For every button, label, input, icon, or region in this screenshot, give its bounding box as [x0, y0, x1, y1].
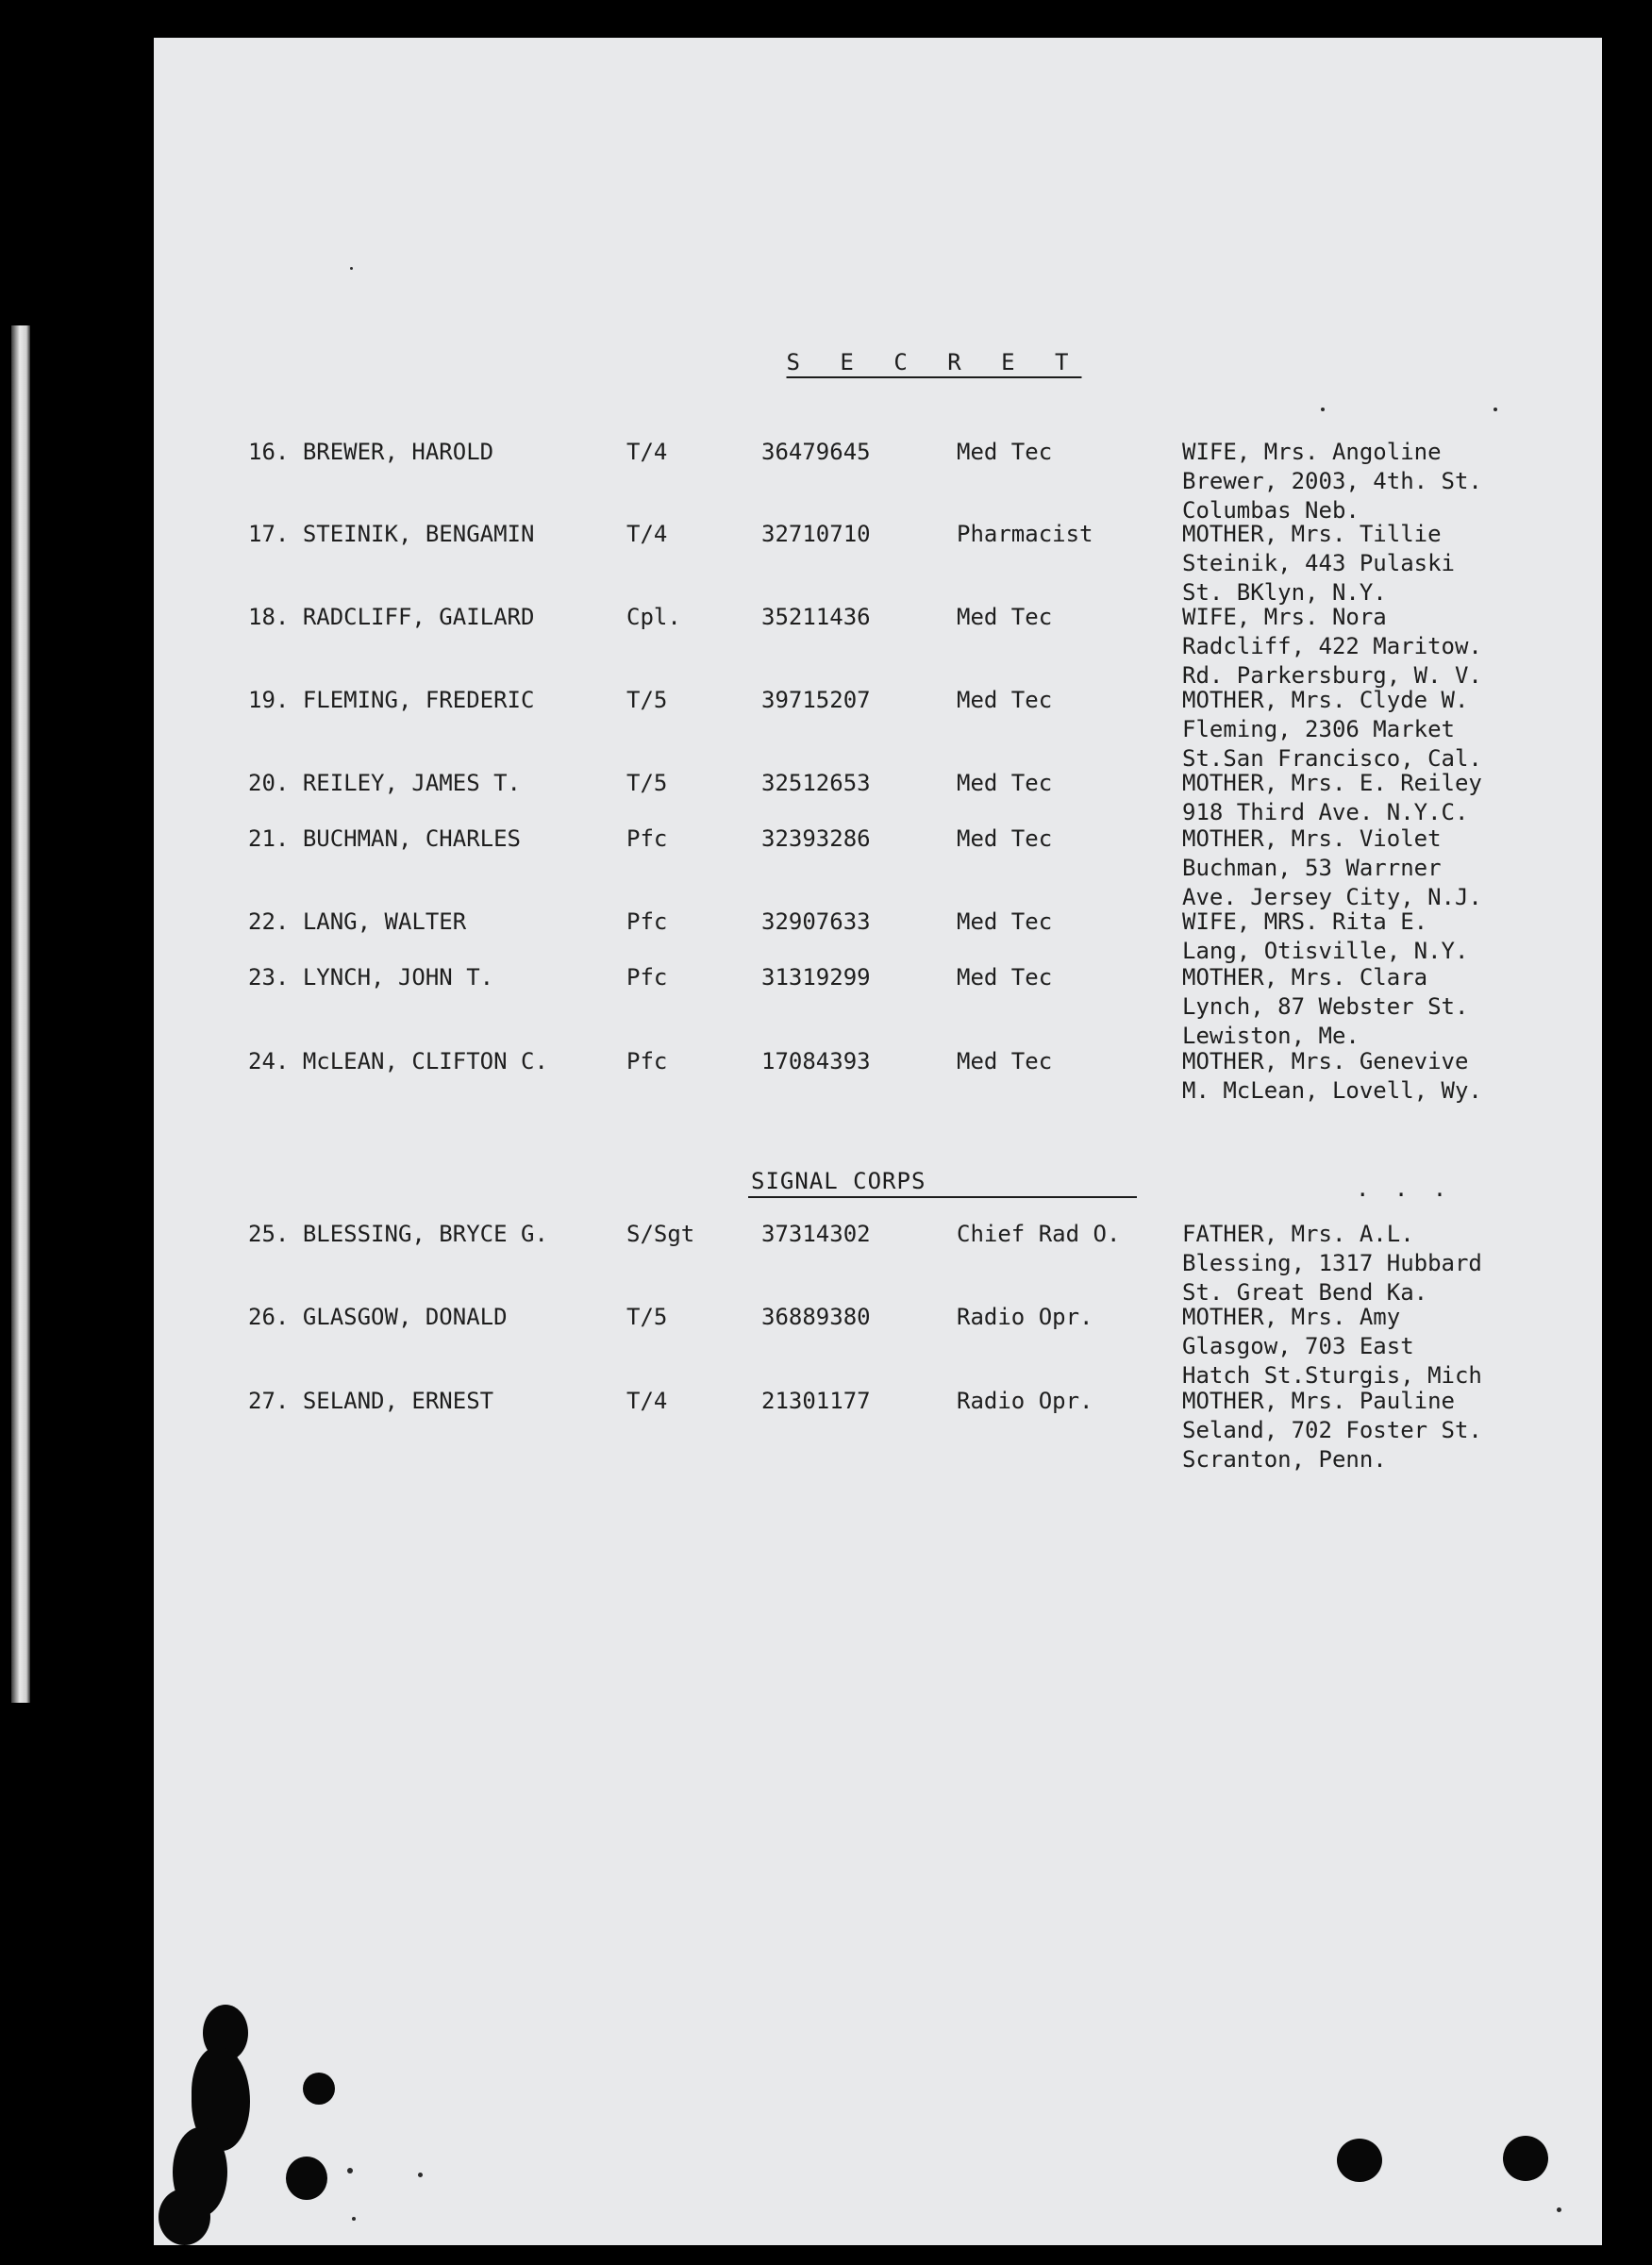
entry-number: 22. — [248, 908, 290, 935]
entry-number: 19. — [248, 687, 290, 713]
next-of-kin-line: Hatch St.Sturgis, Mich — [1182, 1362, 1482, 1389]
serial-number: 32512653 — [761, 770, 871, 796]
specialty: Chief Rad O. — [957, 1221, 1121, 1247]
next-of-kin — [1182, 438, 1482, 525]
entry-number-and-name — [248, 1047, 548, 1076]
entry-number-and-name — [248, 1220, 548, 1249]
next-of-kin-line: Ave. Jersey City, N.J. — [1182, 884, 1482, 910]
speck — [347, 2168, 353, 2173]
next-of-kin-line: MOTHER, Mrs. Violet — [1182, 825, 1442, 852]
entry-number: 27. — [248, 1388, 290, 1414]
next-of-kin — [1182, 824, 1482, 912]
rank: T/5 — [626, 1304, 668, 1330]
next-of-kin — [1182, 603, 1482, 691]
rank: T/4 — [626, 439, 668, 465]
entry-number: 23. — [248, 964, 290, 991]
specialty: Med Tec — [957, 687, 1053, 713]
next-of-kin — [1182, 686, 1482, 774]
next-of-kin-line: Blessing, 1317 Hubbard — [1182, 1250, 1482, 1276]
entry-number-and-name — [248, 1387, 493, 1416]
soldier-name: LANG, WALTER — [302, 908, 467, 935]
serial-number: 35211436 — [761, 604, 871, 630]
next-of-kin-line: Buchman, 53 Warrner — [1182, 855, 1442, 881]
specialty: Med Tec — [957, 604, 1053, 630]
speck — [352, 2217, 356, 2221]
speck — [1321, 408, 1325, 411]
punch-hole — [303, 2073, 335, 2105]
next-of-kin-line: MOTHER, Mrs. Genevive — [1182, 1048, 1469, 1074]
next-of-kin-line: M. McLean, Lovell, Wy. — [1182, 1077, 1482, 1104]
soldier-name: BUCHMAN, CHARLES — [302, 825, 521, 852]
entry-number: 26. — [248, 1304, 290, 1330]
next-of-kin-line: Lynch, 87 Webster St. — [1182, 993, 1469, 1020]
section-title-text: SIGNAL CORPS — [751, 1168, 926, 1194]
serial-number: 31319299 — [761, 964, 871, 991]
soldier-name: LYNCH, JOHN T. — [302, 964, 494, 991]
entry-number: 20. — [248, 770, 290, 796]
next-of-kin-line: St. Great Bend Ka. — [1182, 1279, 1428, 1306]
soldier-name: GLASGOW, DONALD — [302, 1304, 508, 1330]
document-page — [154, 38, 1602, 2245]
entry-number: 24. — [248, 1048, 290, 1074]
soldier-name: STEINIK, BENGAMIN — [302, 521, 535, 547]
soldier-name: McLEAN, CLIFTON C. — [302, 1048, 548, 1074]
rank: Pfc — [626, 1048, 668, 1074]
next-of-kin-line: Scranton, Penn. — [1182, 1446, 1387, 1473]
ink-stain — [159, 2189, 210, 2245]
next-of-kin-line: MOTHER, Mrs. Amy — [1182, 1304, 1401, 1330]
rank: T/4 — [626, 1388, 668, 1414]
next-of-kin — [1182, 520, 1455, 608]
punch-hole — [1503, 2136, 1548, 2181]
soldier-name: RADCLIFF, GAILARD — [302, 604, 535, 630]
specialty: Med Tec — [957, 825, 1053, 852]
next-of-kin — [1182, 908, 1468, 966]
next-of-kin-line: Rd. Parkersburg, W. V. — [1182, 662, 1482, 689]
rank: Cpl. — [626, 604, 681, 630]
classification-heading: S E C R E T — [786, 349, 1082, 375]
entry-number-and-name — [248, 769, 521, 798]
speck — [350, 267, 353, 270]
next-of-kin-line: Steinik, 443 Pulaski — [1182, 550, 1455, 576]
next-of-kin-line: St. BKlyn, N.Y. — [1182, 579, 1387, 606]
next-of-kin-line: WIFE, Mrs. Nora — [1182, 604, 1387, 630]
next-of-kin-line: MOTHER, Mrs. Pauline — [1182, 1388, 1455, 1414]
serial-number: 17084393 — [761, 1048, 871, 1074]
next-of-kin-line: St.San Francisco, Cal. — [1182, 745, 1482, 772]
next-of-kin-line: Lewiston, Me. — [1182, 1023, 1360, 1049]
entry-number-and-name — [248, 686, 534, 715]
serial-number: 36889380 — [761, 1304, 871, 1330]
serial-number: 32393286 — [761, 825, 871, 852]
next-of-kin — [1182, 1047, 1482, 1106]
rank: S/Sgt — [626, 1221, 695, 1247]
specialty: Radio Opr. — [957, 1304, 1093, 1330]
serial-number: 39715207 — [761, 687, 871, 713]
rank: T/5 — [626, 687, 668, 713]
rank: Pfc — [626, 964, 668, 991]
specialty: Med Tec — [957, 908, 1053, 935]
next-of-kin-line: Columbas Neb. — [1182, 497, 1360, 524]
next-of-kin — [1182, 1220, 1482, 1307]
specialty: Med Tec — [957, 439, 1053, 465]
next-of-kin-line: MOTHER, Mrs. Tillie — [1182, 521, 1442, 547]
specialty: Med Tec — [957, 770, 1053, 796]
next-of-kin — [1182, 1387, 1482, 1474]
next-of-kin-line: Radcliff, 422 Maritow. — [1182, 633, 1482, 659]
next-of-kin — [1182, 963, 1468, 1051]
entry-number: 16. — [248, 439, 290, 465]
next-of-kin-line: Brewer, 2003, 4th. St. — [1182, 468, 1482, 494]
next-of-kin-line: MOTHER, Mrs. Clyde W. — [1182, 687, 1469, 713]
next-of-kin — [1182, 769, 1482, 827]
entry-number-and-name — [248, 603, 534, 632]
next-of-kin-line: Fleming, 2306 Market — [1182, 716, 1455, 742]
entry-number: 18. — [248, 604, 290, 630]
punch-hole — [286, 2157, 327, 2200]
entry-number: 17. — [248, 521, 290, 547]
soldier-name: REILEY, JAMES T. — [302, 770, 521, 796]
specialty: Med Tec — [957, 964, 1053, 991]
serial-number: 37314302 — [761, 1221, 871, 1247]
next-of-kin-line: FATHER, Mrs. A.L. — [1182, 1221, 1414, 1247]
next-of-kin-line: MOTHER, Mrs. Clara — [1182, 964, 1428, 991]
entry-number-and-name — [248, 963, 493, 992]
next-of-kin-line: Seland, 702 Foster St. — [1182, 1417, 1482, 1443]
punch-hole — [1337, 2139, 1382, 2182]
speck — [418, 2173, 423, 2177]
soldier-name: SELAND, ERNEST — [302, 1388, 494, 1414]
entry-number: 25. — [248, 1221, 290, 1247]
entry-number-and-name — [248, 520, 534, 549]
rank: Pfc — [626, 825, 668, 852]
entry-number-and-name — [248, 908, 466, 937]
soldier-name: BLESSING, BRYCE G. — [302, 1221, 548, 1247]
speck — [1557, 2207, 1561, 2212]
section-dots: . . . — [1356, 1175, 1453, 1202]
specialty: Radio Opr. — [957, 1388, 1093, 1414]
entry-number-and-name — [248, 1303, 508, 1332]
next-of-kin-line: Glasgow, 703 East — [1182, 1333, 1414, 1359]
serial-number: 32710710 — [761, 521, 871, 547]
scan-edge-strip — [11, 325, 30, 1703]
serial-number: 32907633 — [761, 908, 871, 935]
entry-number-and-name — [248, 438, 493, 467]
entry-number: 21. — [248, 825, 290, 852]
serial-number: 36479645 — [761, 439, 871, 465]
rank: T/5 — [626, 770, 668, 796]
rank: T/4 — [626, 521, 668, 547]
specialty: Pharmacist — [957, 521, 1093, 547]
speck — [1493, 408, 1497, 411]
soldier-name: FLEMING, FREDERIC — [302, 687, 535, 713]
next-of-kin-line: WIFE, Mrs. Angoline — [1182, 439, 1442, 465]
next-of-kin-line: WIFE, MRS. Rita E. — [1182, 908, 1428, 935]
entry-number-and-name — [248, 824, 521, 854]
next-of-kin-line: Lang, Otisville, N.Y. — [1182, 938, 1469, 964]
next-of-kin — [1182, 1303, 1482, 1391]
soldier-name: BREWER, HAROLD — [302, 439, 494, 465]
rank: Pfc — [626, 908, 668, 935]
next-of-kin-line: MOTHER, Mrs. E. Reiley — [1182, 770, 1482, 796]
section-title-signal-corps — [748, 1168, 1137, 1198]
serial-number: 21301177 — [761, 1388, 871, 1414]
next-of-kin-line: 918 Third Ave. N.Y.C. — [1182, 799, 1469, 825]
specialty: Med Tec — [957, 1048, 1053, 1074]
